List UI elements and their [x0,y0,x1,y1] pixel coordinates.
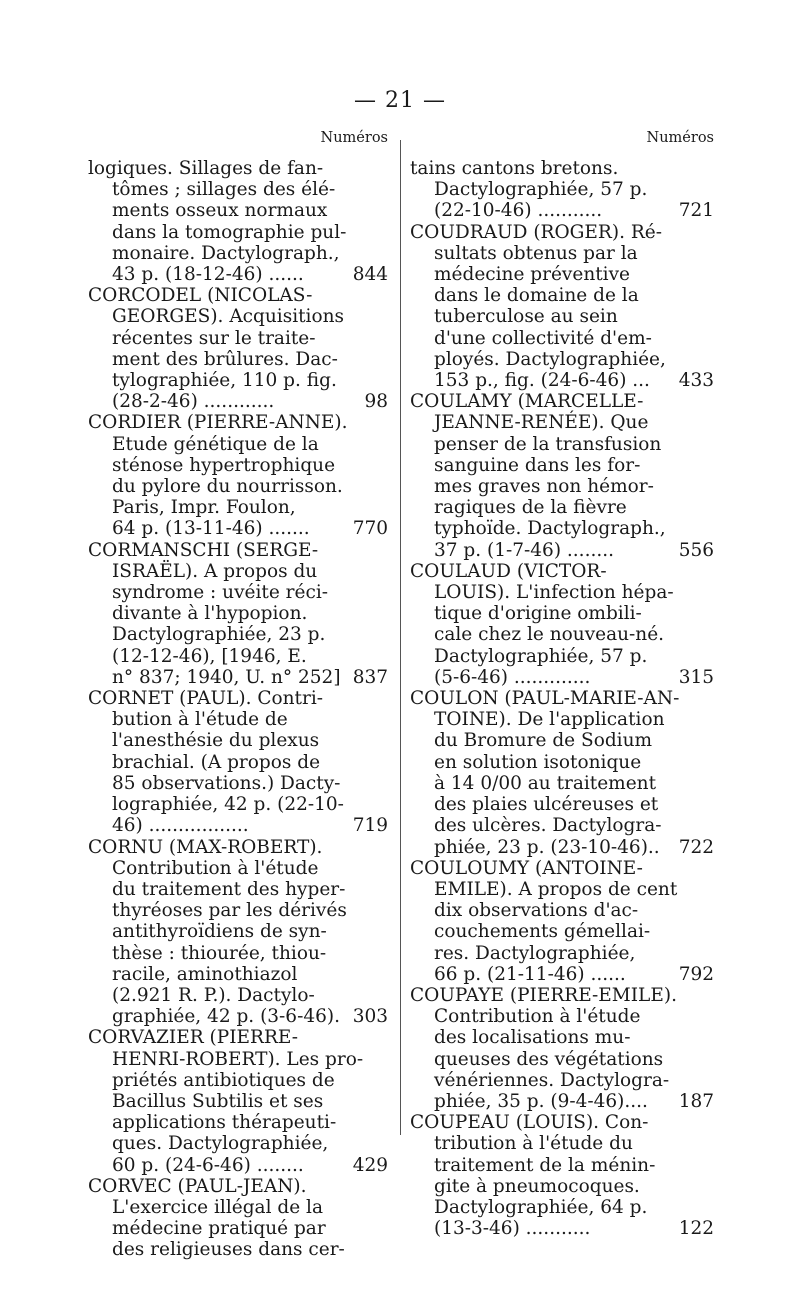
bibliography-entry [410,985,714,1112]
entry-number: 837 [352,666,388,688]
column-divider [400,140,401,1135]
bibliography-entry [88,540,388,688]
entry-number: 722 [678,836,714,858]
entry-line: HENRI-ROBERT). Les pro- [112,1048,364,1070]
entry-line: des ulcères. Dactylogra- [434,815,662,837]
entry-line: (28-2-46) ............ [112,391,275,413]
entry-line: ments osseux normaux [112,200,328,222]
entry-line: monaire. Dactylograph., [112,242,340,264]
entry-line: médecine pratiqué par [112,1218,326,1240]
entry-line: Dactylographiée, 57 p. [434,645,648,667]
entry-line: (22-10-46) ........... [434,200,603,222]
entry-line: sanguine dans les for- [434,454,641,476]
entry-line: COULON (PAUL-MARIE-AN- [410,688,680,710]
entry-line: tains cantons bretons. [410,158,619,179]
entry-line: tribution à l'étude du [434,1133,633,1155]
entry-line: en solution isotonique [434,751,642,773]
entry-line: 43 p. (18-12-46) ...... [112,264,304,286]
numeros-heading-right: Numéros [646,130,714,146]
right-column [410,130,714,1239]
entry-line: EMILE). A propos de cent [434,878,678,900]
entry-line: thyréoses par les dérivés [112,900,347,922]
entry-line: logiques. Sillages de fan- [88,158,324,179]
entry-line: du pylore du nourrisson. [112,476,343,498]
entry-line: 153 p., fig. (24-6-46) ... [434,370,650,392]
entry-line: ragiques de la fièvre [434,497,627,519]
entry-number: 98 [364,391,388,413]
entry-line: des plaies ulcéreuses et [434,794,659,816]
entry-line: antithyroïdiens de syn- [112,921,327,943]
entry-line: CORMANSCHI (SERGE- [88,539,319,561]
entry-line: dans la tomographie pul- [112,221,347,243]
entry-line: racile, aminothiazol [112,963,298,985]
numeros-heading-left: Numéros [320,130,388,146]
bibliography-entry [410,391,714,561]
entry-line: graphiée, 42 p. (3-6-46). [112,1006,340,1028]
entry-line: Paris, Impr. Foulon, [112,497,296,519]
entry-line: L'exercice illégal de la [112,1196,323,1218]
entry-line: sultats obtenus par la [434,242,638,264]
entry-line: brachial. (A propos de [112,751,321,773]
entry-line: du traitement des hyper- [112,878,346,900]
entry-line: COUPEAU (LOUIS). Con- [410,1112,649,1134]
bibliography-entry [410,1112,714,1239]
entry-line: vénériennes. Dactylogra- [434,1069,670,1091]
entry-line: 85 observations.) Dacty- [112,772,341,794]
entry-line: CORCODEL (NICOLAS- [88,285,313,307]
entry-line: lographiée, 42 p. (22-10- [112,794,344,816]
entry-line: COUPAYE (PIERRE-EMILE). [410,984,677,1006]
entry-line: phiée, 35 p. (9-4-46).... [434,1090,648,1112]
entry-line: thèse : thiourée, thiou- [112,942,327,964]
entry-line: tômes ; sillages des élé- [112,179,336,201]
entry-line: GEORGES). Acquisitions [112,306,345,328]
entry-line: Dactylographiée, 57 p. [434,179,648,201]
entry-line: l'anesthésie du plexus [112,730,320,752]
entry-line: du Bromure de Sodium [434,730,653,752]
entry-line: LOUIS). L'infection hépa- [434,582,674,604]
entry-line: CORNET (PAUL). Contri- [88,688,323,710]
entry-line: ques. Dactylographiée, [112,1133,329,1155]
entry-line: Contribution à l'étude [434,1006,641,1028]
bibliography-entry [88,412,388,539]
entry-line: Dactylographiée, 64 p. [434,1196,648,1218]
bibliography-entry [410,688,714,858]
entry-list [410,158,714,1239]
entry-line: COULAMY (MARCELLE- [410,391,644,413]
entry-line: CORNU (MAX-ROBERT). [88,836,323,858]
entry-line: (12-12-46), [1946, E. [112,645,307,667]
entry-list [88,158,388,1261]
entry-line: ment des brûlures. Dac- [112,348,338,370]
entry-number: 433 [678,370,714,392]
entry-line: COULAUD (VICTOR- [410,560,607,582]
entry-line: queuses des végétations [434,1048,664,1070]
entry-line: (13-3-46) ........... [434,1218,591,1240]
entry-line: dans le domaine de la [434,285,639,307]
bibliography-entry [410,158,714,222]
left-column [88,130,388,1261]
entry-number: 792 [678,963,714,985]
entry-line: priétés antibiotiques de [112,1069,335,1091]
entry-line: 66 p. (21-11-46) ...... [434,963,626,985]
entry-line: JEANNE-RENÉE). Que [434,412,649,434]
entry-line: CORVAZIER (PIERRE- [88,1027,298,1049]
entry-number: 122 [678,1218,714,1240]
entry-number: 556 [678,539,714,561]
entry-line: Bacillus Subtilis et ses [112,1090,324,1112]
entry-line: des localisations mu- [434,1027,631,1049]
entry-line: mes graves non hémor- [434,476,654,498]
bibliography-entry [88,1027,388,1175]
entry-line: 37 p. (1-7-46) ........ [434,539,614,561]
entry-number: 303 [352,1006,388,1028]
entry-number: 770 [352,518,388,540]
page-number: — 21 — [354,88,446,113]
bibliography-entry [88,158,388,285]
entry-line: n° 837; 1940, U. n° 252] [112,666,341,688]
entry-line: Dactylographiée, 23 p. [112,624,326,646]
entry-line: bution à l'étude de [112,709,288,731]
entry-line: gite à pneumocoques. [434,1175,640,1197]
entry-line: dix observations d'ac- [434,900,639,922]
entry-number: 187 [678,1090,714,1112]
entry-line: typhoïde. Dactylograph., [434,518,666,540]
entry-line: tuberculose au sein [434,306,618,328]
entry-line: d'une collectivité d'em- [434,327,652,349]
bibliography-entry [88,1176,388,1261]
entry-number: 315 [678,666,714,688]
entry-line: tique d'origine ombili- [434,603,642,625]
entry-line: COUDRAUD (ROGER). Ré- [410,221,662,243]
entry-line: (5-6-46) ............. [434,666,591,688]
entry-number: 719 [352,815,388,837]
entry-line: CORDIER (PIERRE-ANNE). [88,412,348,434]
bibliography-entry [410,222,714,392]
entry-line: cale chez le nouveau-né. [434,624,665,646]
entry-line: 60 p. (24-6-46) ........ [112,1154,304,1176]
entry-line: COULOUMY (ANTOINE- [410,857,643,879]
bibliography-entry [410,858,714,985]
bibliography-entry [88,688,388,836]
entry-line: applications thérapeuti- [112,1112,337,1134]
entry-line: ployés. Dactylographiée, [434,348,666,370]
entry-line: (2.921 R. P.). Dactylo- [112,984,315,1006]
entry-line: phiée, 23 p. (23-10-46).. [434,836,660,858]
entry-line: couchements gémellai- [434,921,651,943]
entry-line: traitement de la ménin- [434,1154,656,1176]
entry-line: syndrome : uvéite réci- [112,582,328,604]
entry-line: 64 p. (13-11-46) ....... [112,518,310,540]
entry-line: médecine préventive [434,264,631,286]
entry-line: sténose hypertrophique [112,454,336,476]
entry-number: 844 [352,264,388,286]
entry-line: divante à l'hypopion. [112,603,308,625]
entry-line: tylographiée, 110 p. fig. [112,370,337,392]
entry-line: penser de la transfusion [434,433,662,455]
bibliography-entry [88,837,388,1028]
entry-line: récentes sur le traite- [112,327,316,349]
entry-number: 429 [352,1154,388,1176]
entry-line: CORVEC (PAUL-JEAN). [88,1175,307,1197]
bibliography-entry [410,561,714,688]
entry-number: 721 [678,200,714,222]
entry-line: des religieuses dans cer- [112,1239,345,1261]
bibliography-entry [88,285,388,412]
entry-line: res. Dactylographiée, [434,942,636,964]
entry-line: TOINE). De l'application [434,709,665,731]
entry-line: Contribution à l'étude [112,857,319,879]
entry-line: 46) ................. [112,815,249,837]
entry-line: Etude génétique de la [112,433,319,455]
entry-line: ISRAËL). A propos du [112,560,318,582]
entry-line: à 14 0/00 au traitement [434,772,657,794]
